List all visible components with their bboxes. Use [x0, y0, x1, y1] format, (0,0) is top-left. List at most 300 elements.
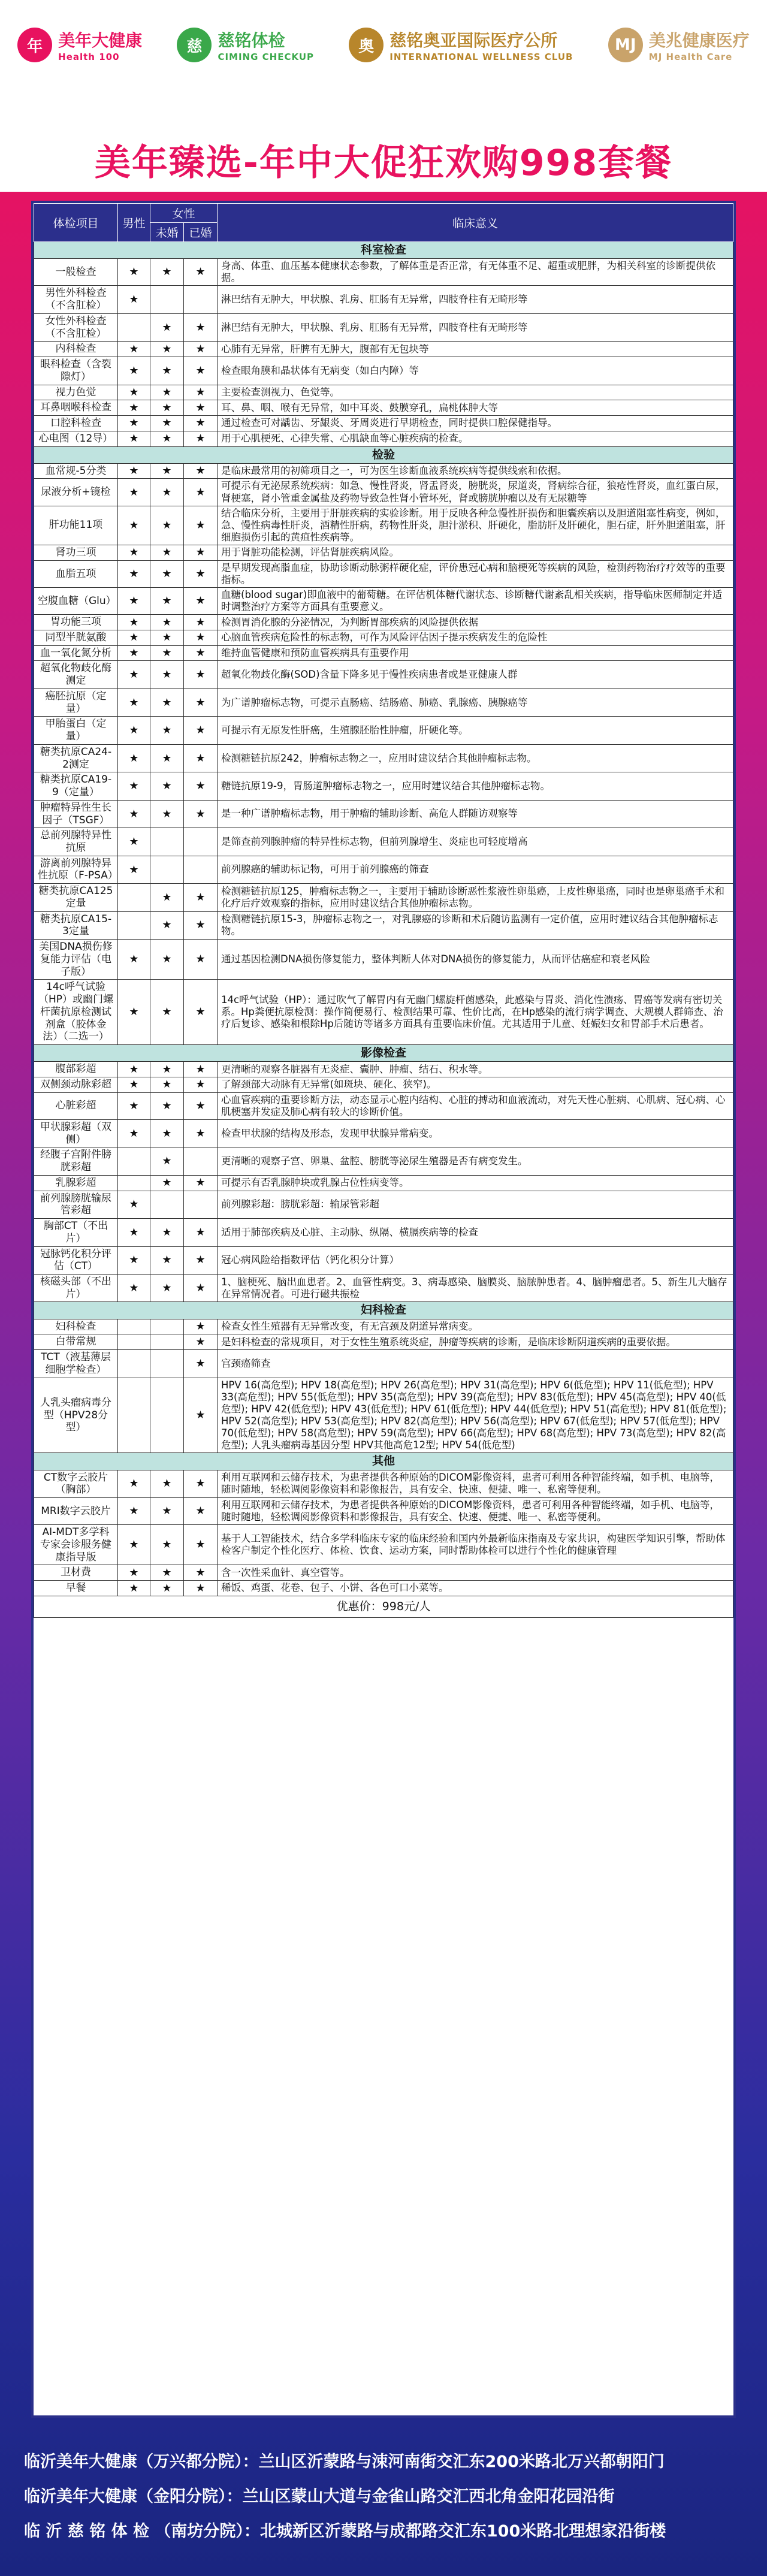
section-row	[34, 1302, 733, 1319]
brand-logo	[608, 28, 750, 62]
included-star-icon: ★	[184, 1334, 218, 1350]
table-row	[34, 588, 733, 615]
included-star-icon: ★	[184, 342, 218, 357]
included-star-icon: ★	[118, 416, 150, 431]
included-star-icon: ★	[184, 717, 218, 744]
included-star-icon: ★	[150, 1119, 184, 1147]
table-row	[34, 856, 733, 883]
included-star-icon: ★	[150, 560, 184, 587]
included-star-icon: ★	[118, 1497, 150, 1524]
included-star-icon: ★	[184, 772, 218, 800]
clinical-meaning: 了解颈部大动脉有无异常(如斑块、硬化、狭窄)。	[218, 1077, 733, 1092]
empty-cell	[184, 1191, 218, 1218]
clinical-meaning: 稀饭、鸡蛋、花卷、包子、小饼、各色可口小菜等。	[218, 1581, 733, 1596]
exam-item: 血一氧化氮分析	[34, 645, 118, 661]
table-row	[34, 661, 733, 688]
clinical-meaning: 检测糖链抗原15-3，肿瘤标志物之一，对乳腺癌的诊断和术后随访监测有一定价值，应用时建议结合其他肿瘤标志物。	[218, 911, 733, 939]
header-male: 男性	[118, 204, 150, 242]
included-star-icon: ★	[150, 1062, 184, 1077]
clinical-meaning: 1、脑梗死、脑出血患者。2、血管性病变。3、病毒感染、脑膜炎、脑脓肿患者。4、脑肿瘤患者。5、新生儿大脑存在异常情况者。可进行磁共振检	[218, 1275, 733, 1302]
included-star-icon: ★	[118, 400, 150, 416]
exam-item: 早餐	[34, 1581, 118, 1596]
included-star-icon: ★	[184, 1246, 218, 1274]
included-star-icon: ★	[184, 911, 218, 939]
branch-address: 临沂美年大健康（金阳分院）：兰山区蒙山大道与金雀山路交汇西北角金阳花园沿街	[24, 2487, 615, 2506]
empty-cell	[184, 1147, 218, 1175]
included-star-icon: ★	[118, 1470, 150, 1497]
table-row	[34, 1565, 733, 1581]
included-star-icon: ★	[118, 661, 150, 688]
table-row	[34, 479, 733, 506]
empty-cell	[150, 1319, 184, 1334]
logo-mark-icon: 年	[17, 28, 52, 62]
logo-name: 美兆健康医疗	[648, 31, 750, 50]
table-row	[34, 463, 733, 479]
clinical-meaning: 身高、体重、血压基本健康状态参数，了解体重是否正常，有无体重不足、超重或肥胖，为相关科室的诊断提供依据。	[218, 259, 733, 286]
table-row	[34, 688, 733, 716]
included-star-icon: ★	[118, 772, 150, 800]
table-row	[34, 1378, 733, 1453]
table-row	[34, 1246, 733, 1274]
included-star-icon: ★	[150, 313, 184, 341]
clinical-meaning: 淋巴结有无肿大，甲状腺、乳房、肛肠有无异常，四肢脊柱有无畸形等	[218, 286, 733, 313]
included-star-icon: ★	[118, 744, 150, 772]
clinical-meaning: 利用互联网和云储存技术，为患者提供各种原始的DICOM影像资料，患者可利用各种智能终端，如手机、电脑等，随时随地，轻松调阅影像资料和影像报告，具有安全、快速、便捷、唯一、私密等便利。	[218, 1497, 733, 1524]
exam-item: 美国DNA损伤修复能力评估（电子版）	[34, 940, 118, 980]
included-star-icon: ★	[118, 688, 150, 716]
brand-logo	[349, 28, 573, 62]
exam-item: 总前列腺特异性抗原	[34, 828, 118, 856]
exam-item: 肿瘤特异性生长因子（TSGF）	[34, 800, 118, 828]
included-star-icon: ★	[150, 357, 184, 385]
clinical-meaning: 基于人工智能技术，结合多学科临床专家的临床经验和国内外最新临床指南及专家共识，构建医学知识引擎，帮助体检客户制定个性化医疗、体检、饮食、运动方案，同时帮助体检可以进行个性化的健康管理	[218, 1525, 733, 1565]
package-table	[34, 203, 733, 1618]
empty-cell	[150, 1350, 184, 1378]
included-star-icon: ★	[184, 1119, 218, 1147]
clinical-meaning: 超氧化物歧化酶(SOD)含量下降多见于慢性疾病患者或是亚健康人群	[218, 661, 733, 688]
included-star-icon: ★	[150, 688, 184, 716]
empty-cell	[150, 1378, 184, 1453]
included-star-icon: ★	[150, 431, 184, 446]
included-star-icon: ★	[184, 431, 218, 446]
table-row	[34, 940, 733, 980]
exam-item: 胸部CT（不出片）	[34, 1219, 118, 1246]
included-star-icon: ★	[118, 1525, 150, 1565]
exam-item: AI-MDT多学科专家会诊服务健康指导版	[34, 1525, 118, 1565]
table-row	[34, 545, 733, 561]
included-star-icon: ★	[118, 1119, 150, 1147]
included-star-icon: ★	[184, 940, 218, 980]
exam-item: 经腹子宫附件膀胱彩超	[34, 1147, 118, 1175]
included-star-icon: ★	[184, 1175, 218, 1191]
exam-item: 心脏彩超	[34, 1092, 118, 1119]
clinical-meaning: 利用互联网和云储存技术，为患者提供各种原始的DICOM影像资料，患者可利用各种智能终端，如手机、电脑等，随时随地，轻松调阅影像资料和影像报告，具有安全、快速、便捷、唯一、私密等便利。	[218, 1470, 733, 1497]
clinical-meaning: 检测糖链抗原125，肿瘤标志物之一，主要用于辅助诊断恶性浆液性卵巢癌，上皮性卵巢癌，同时也是卵巢癌手术和化疗后疗效观察的指标，应用时建议结合其他肿瘤标志物。	[218, 884, 733, 911]
included-star-icon: ★	[184, 688, 218, 716]
included-star-icon: ★	[184, 630, 218, 646]
table-row	[34, 1077, 733, 1092]
exam-item: 肝功能11项	[34, 506, 118, 545]
exam-item: 冠脉钙化积分评估（CT）	[34, 1246, 118, 1274]
table-row	[34, 1062, 733, 1077]
included-star-icon: ★	[150, 479, 184, 506]
included-star-icon: ★	[184, 744, 218, 772]
table-row	[34, 615, 733, 630]
included-star-icon: ★	[118, 545, 150, 561]
clinical-meaning: 适用于肺部疾病及心脏、主动脉、纵隔、横膈疾病等的检查	[218, 1219, 733, 1246]
included-star-icon: ★	[118, 645, 150, 661]
clinical-meaning: 可提示有无泌尿系统疾病：如急、慢性肾炎，肾盂肾炎，膀胱炎，尿道炎，肾病综合征，狼疮性肾炎，血红蛋白尿，肾梗塞，肾小管重金属盐及药物导致急性肾小管坏死，肾或膀胱肿瘤以及有无尿糖等	[218, 479, 733, 506]
included-star-icon: ★	[118, 800, 150, 828]
clinical-meaning: 是临床最常用的初筛项目之一，可为医生诊断血液系统疾病等提供线索和依据。	[218, 463, 733, 479]
exam-item: 血常规-5分类	[34, 463, 118, 479]
exam-item: 同型半胱氨酸	[34, 630, 118, 646]
table-row	[34, 772, 733, 800]
table-row	[34, 1175, 733, 1191]
included-star-icon: ★	[118, 1191, 150, 1218]
clinical-meaning: 通过检查可对龋齿、牙龈炎、牙周炎进行早期检查，同时提供口腔保健指导。	[218, 416, 733, 431]
table-row	[34, 828, 733, 856]
section-row	[34, 1453, 733, 1470]
logo-name: 美年大健康	[58, 31, 143, 50]
exam-item: 视力色觉	[34, 385, 118, 400]
included-star-icon: ★	[184, 1525, 218, 1565]
clinical-meaning: 心肺有无异常，肝脾有无肿大，腹部有无包块等	[218, 342, 733, 357]
included-star-icon: ★	[118, 259, 150, 286]
clinical-meaning: 是早期发现高脂血症，协助诊断动脉粥样硬化症，评价患冠心病和脑梗死等疾病的风险，检测药物治疗疗效等的重要指标。	[218, 560, 733, 587]
table-row	[34, 385, 733, 400]
exam-item: 耳鼻咽喉科检查	[34, 400, 118, 416]
logo-mark-icon: 慈	[177, 28, 212, 62]
exam-item: 14c呼气试验（HP）或幽门螺杆菌抗原检测试剂盒（胶体金法）（二选一）	[34, 980, 118, 1045]
exam-item: 腹部彩超	[34, 1062, 118, 1077]
exam-item: 肾功三项	[34, 545, 118, 561]
included-star-icon: ★	[150, 717, 184, 744]
logo-mark-icon: 奥	[349, 28, 384, 62]
table-row	[34, 1350, 733, 1378]
exam-item: 卫材费	[34, 1565, 118, 1581]
clinical-meaning: 前列腺彩超：膀胱彩超：输尿管彩超	[218, 1191, 733, 1218]
empty-cell	[184, 286, 218, 313]
exam-item: 甲胎蛋白（定量）	[34, 717, 118, 744]
table-row	[34, 630, 733, 646]
clinical-meaning: 结合临床分析，主要用于肝脏疾病的实验诊断。用于反映各种急慢性肝损伤和胆囊疾病以及胆道阻塞性病变，例如，急、慢性病毒性肝炎，酒精性肝病，药物性肝炎，胆汁淤积、肝硬化，脂肪肝及肝硬化，胆石症，肝外胆道阻塞，肝细胞损伤引起的黄疸性疾病等。	[218, 506, 733, 545]
empty-cell	[150, 828, 184, 856]
empty-cell	[118, 884, 150, 911]
exam-item: MRI数字云胶片	[34, 1497, 118, 1524]
table-row	[34, 1319, 733, 1334]
included-star-icon: ★	[118, 1581, 150, 1596]
table-row	[34, 911, 733, 939]
included-star-icon: ★	[150, 800, 184, 828]
included-star-icon: ★	[118, 342, 150, 357]
included-star-icon: ★	[150, 259, 184, 286]
table-row	[34, 645, 733, 661]
included-star-icon: ★	[150, 545, 184, 561]
exam-item: 双侧颈动脉彩超	[34, 1077, 118, 1092]
exam-item: 血脂五项	[34, 560, 118, 587]
exam-item: 前列腺膀胱输尿管彩超	[34, 1191, 118, 1218]
clinical-meaning: 更清晰的观察子宫、卵巢、盆腔、膀胱等泌尿生殖器是否有病变发生。	[218, 1147, 733, 1175]
clinical-meaning: HPV 16(高危型); HPV 18(高危型); HPV 26(高危型); HPV 31(高危型); HPV 6(低危型); HPV 11(低危型); HPV 33(高危型); HPV 55(低危型); HPV 35(高危型); HPV 39(高危型); HPV 83(低危型); HPV 45(高危型); HPV 40(低危型); HPV 42(低危型); HPV 43(低危型); HPV 61(低危型); HPV 44(低危型); HPV 51(高危型); HPV 81(低危型); HPV 52(高危型); HPV 53(高危型); HPV 82(高危型); HPV 56(高危型); HPV 67(低危型); HPV 57(低危型); HPV 70(低危型); HPV 58(高危型); HPV 59(高危型); HPV 66(高危型); HPV 68(高危型); HPV 73(高危型); HPV 82(高危型); 人乳头瘤病毒基因分型 HPV其他高危12型; HPV 54(低危型)	[218, 1378, 733, 1453]
empty-cell	[150, 1334, 184, 1350]
header-female: 女性	[150, 204, 218, 223]
table-row	[34, 400, 733, 416]
section-title: 其他	[34, 1453, 733, 1470]
clinical-meaning: 14c呼气试验（HP）：通过吹气了解胃内有无幽门螺旋杆菌感染，此感染与胃炎、消化性溃疡、胃癌等发病有密切关系。Hp粪便抗原检测：操作简便易行、检测结果可靠、性价比高，在Hp感染的流行病学调查、大规模人群筛查、治疗后复诊、感染和根除Hp后随访等诸多方面具有重要临床价值。尤其适用于儿童、妊娠妇女和胃部手术后患者。	[218, 980, 733, 1045]
clinical-meaning: 用于肾脏功能检测，评估肾脏疾病风险。	[218, 545, 733, 561]
table-row	[34, 980, 733, 1045]
title-bar	[0, 135, 767, 192]
header-meaning: 临床意义	[218, 204, 733, 242]
included-star-icon: ★	[184, 385, 218, 400]
exam-item: 心电图（12导）	[34, 431, 118, 446]
clinical-meaning: 可提示有否乳腺肿块或乳腺占位性病变等。	[218, 1175, 733, 1191]
section-row	[34, 1045, 733, 1062]
clinical-meaning: 淋巴结有无肿大，甲状腺、乳房、肛肠有无异常，四肢脊柱有无畸形等	[218, 313, 733, 341]
included-star-icon: ★	[150, 980, 184, 1045]
empty-cell	[150, 856, 184, 883]
footer-addresses	[24, 2445, 755, 2549]
included-star-icon: ★	[150, 1470, 184, 1497]
table-row	[34, 259, 733, 286]
clinical-meaning: 主要检查测视力、色觉等。	[218, 385, 733, 400]
table-row	[34, 560, 733, 587]
exam-item: TCT（液基薄层细胞学检查）	[34, 1350, 118, 1378]
section-title: 检验	[34, 446, 733, 463]
included-star-icon: ★	[118, 1077, 150, 1092]
table-row	[34, 286, 733, 313]
included-star-icon: ★	[184, 313, 218, 341]
included-star-icon: ★	[150, 645, 184, 661]
table-body	[34, 242, 733, 1618]
included-star-icon: ★	[118, 479, 150, 506]
price-row	[34, 1596, 733, 1617]
included-star-icon: ★	[118, 1275, 150, 1302]
table-row	[34, 717, 733, 744]
included-star-icon: ★	[184, 1275, 218, 1302]
exam-item: 核磁头部（不出片）	[34, 1275, 118, 1302]
included-star-icon: ★	[184, 545, 218, 561]
table-row	[34, 1147, 733, 1175]
exam-item: 口腔科检查	[34, 416, 118, 431]
brand-logo	[17, 28, 142, 62]
included-star-icon: ★	[150, 911, 184, 939]
included-star-icon: ★	[184, 357, 218, 385]
clinical-meaning: 耳、鼻、咽、喉有无异常，如中耳炎、鼓膜穿孔，扁桃体肿大等	[218, 400, 733, 416]
exam-item: 内科检查	[34, 342, 118, 357]
included-star-icon: ★	[184, 645, 218, 661]
exam-item: 男性外科检查（不含肛检）	[34, 286, 118, 313]
included-star-icon: ★	[118, 588, 150, 615]
included-star-icon: ★	[118, 1062, 150, 1077]
included-star-icon: ★	[118, 615, 150, 630]
clinical-meaning: 血糖(blood sugar)即血液中的葡萄糖。在评估机体糖代谢状态、诊断糖代谢紊乱相关疾病，指导临床医师制定并适时调整治疗方案等方面具有重要意义。	[218, 588, 733, 615]
clinical-meaning: 通过基因检测DNA损伤修复能力，整体判断人体对DNA损伤的修复能力，从而评估癌症和衰老风险	[218, 940, 733, 980]
exam-item: 尿液分析+镜检	[34, 479, 118, 506]
included-star-icon: ★	[150, 463, 184, 479]
table-row	[34, 357, 733, 385]
section-title: 科室检查	[34, 242, 733, 259]
empty-cell	[118, 1319, 150, 1334]
table-row	[34, 1525, 733, 1565]
table-row	[34, 1334, 733, 1350]
included-star-icon: ★	[118, 940, 150, 980]
exam-item: 眼科检查（含裂隙灯）	[34, 357, 118, 385]
logo-subtitle: INTERNATIONAL WELLNESS CLUB	[389, 52, 573, 62]
included-star-icon: ★	[150, 884, 184, 911]
exam-item: 女性外科检查（不含肛检）	[34, 313, 118, 341]
included-star-icon: ★	[150, 385, 184, 400]
included-star-icon: ★	[184, 980, 218, 1045]
included-star-icon: ★	[184, 463, 218, 479]
logo-subtitle: MJ Health Care	[648, 52, 733, 62]
exam-item: 白带常规	[34, 1334, 118, 1350]
exam-item: 胃功能三项	[34, 615, 118, 630]
included-star-icon: ★	[184, 588, 218, 615]
page-title: 美年臻选-年中大促狂欢购998套餐	[94, 142, 673, 184]
table-row	[34, 1092, 733, 1119]
empty-cell	[118, 1334, 150, 1350]
table-row	[34, 431, 733, 446]
table-row	[34, 313, 733, 341]
included-star-icon: ★	[118, 630, 150, 646]
exam-item: 糖类抗原CA19-9（定量）	[34, 772, 118, 800]
price-label: 优惠价：998元/人	[34, 1596, 733, 1617]
clinical-meaning: 检查眼角膜和晶状体有无病变（如白内障）等	[218, 357, 733, 385]
included-star-icon: ★	[184, 1470, 218, 1497]
clinical-meaning: 检查甲状腺的结构及形态，发现甲状腺异常病变。	[218, 1119, 733, 1147]
empty-cell	[118, 1147, 150, 1175]
clinical-meaning: 检测糖链抗原242，肿瘤标志物之一，应用时建议结合其他肿瘤标志物。	[218, 744, 733, 772]
included-star-icon: ★	[150, 940, 184, 980]
empty-cell	[150, 1191, 184, 1218]
included-star-icon: ★	[184, 506, 218, 545]
included-star-icon: ★	[150, 1175, 184, 1191]
clinical-meaning: 是筛查前列腺肿瘤的特异性标志物，但前列腺增生、炎症也可轻度增高	[218, 828, 733, 856]
included-star-icon: ★	[184, 1565, 218, 1581]
included-star-icon: ★	[118, 980, 150, 1045]
table-row	[34, 1191, 733, 1218]
empty-cell	[118, 1378, 150, 1453]
included-star-icon: ★	[118, 1092, 150, 1119]
clinical-meaning: 为广谱肿瘤标志物，可提示直肠癌、结肠癌、肺癌、乳腺癌、胰腺癌等	[218, 688, 733, 716]
included-star-icon: ★	[184, 1219, 218, 1246]
clinical-meaning: 是一种广谱肿瘤标志物，用于肿瘤的辅助诊断、高危人群随访观察等	[218, 800, 733, 828]
table-row	[34, 506, 733, 545]
included-star-icon: ★	[118, 560, 150, 587]
clinical-meaning: 前列腺癌的辅助标记物，可用于前列腺癌的筛查	[218, 856, 733, 883]
exam-item: 甲状腺彩超（双侧）	[34, 1119, 118, 1147]
included-star-icon: ★	[150, 630, 184, 646]
table-row	[34, 744, 733, 772]
included-star-icon: ★	[118, 463, 150, 479]
section-title: 妇科检查	[34, 1302, 733, 1319]
clinical-meaning: 检查女性生殖器有无异常改变，有无宫颈及阴道异常病变。	[218, 1319, 733, 1334]
included-star-icon: ★	[150, 1092, 184, 1119]
logo-subtitle: Health 100	[58, 52, 120, 62]
exam-item: 空腹血糖（Glu）	[34, 588, 118, 615]
included-star-icon: ★	[118, 828, 150, 856]
table-row	[34, 1119, 733, 1147]
included-star-icon: ★	[118, 1246, 150, 1274]
clinical-meaning: 冠心病风险给指数评估（钙化积分计算）	[218, 1246, 733, 1274]
header	[0, 0, 767, 138]
empty-cell	[184, 828, 218, 856]
included-star-icon: ★	[184, 800, 218, 828]
header-married: 已婚	[184, 223, 218, 242]
included-star-icon: ★	[150, 342, 184, 357]
included-star-icon: ★	[184, 416, 218, 431]
clinical-meaning: 糖链抗原19-9，胃肠道肿瘤标志物之一，应用时建议结合其他肿瘤标志物。	[218, 772, 733, 800]
exam-item: 糖类抗原CA24-2测定	[34, 744, 118, 772]
clinical-meaning: 含一次性采血针、真空管等。	[218, 1565, 733, 1581]
included-star-icon: ★	[184, 259, 218, 286]
included-star-icon: ★	[184, 1581, 218, 1596]
included-star-icon: ★	[118, 286, 150, 313]
included-star-icon: ★	[150, 1147, 184, 1175]
empty-cell	[184, 856, 218, 883]
included-star-icon: ★	[184, 1077, 218, 1092]
empty-cell	[118, 313, 150, 341]
included-star-icon: ★	[118, 856, 150, 883]
included-star-icon: ★	[150, 615, 184, 630]
exam-item: 糖类抗原CA125定量	[34, 884, 118, 911]
included-star-icon: ★	[150, 661, 184, 688]
exam-item: 游离前列腺特异性抗原（F-PSA）	[34, 856, 118, 883]
included-star-icon: ★	[118, 1565, 150, 1581]
included-star-icon: ★	[118, 357, 150, 385]
included-star-icon: ★	[184, 615, 218, 630]
clinical-meaning: 心血管疾病的重要诊断方法，动态显示心腔内结构、心脏的搏动和血液流动，对先天性心脏病、心肌病、冠心病、心肌梗塞并发症及肺心病有较大的诊断价值。	[218, 1092, 733, 1119]
exam-item: 癌胚抗原（定量）	[34, 688, 118, 716]
header-item: 体检项目	[34, 204, 118, 242]
exam-item: CT数字云胶片（胸部）	[34, 1470, 118, 1497]
empty-cell	[118, 1175, 150, 1191]
logo-name: 慈铭奥亚国际医疗公所	[389, 31, 558, 50]
included-star-icon: ★	[150, 1497, 184, 1524]
logo-bar	[0, 0, 767, 90]
included-star-icon: ★	[150, 1275, 184, 1302]
included-star-icon: ★	[184, 884, 218, 911]
exam-item: 糖类抗原CA15-3定量	[34, 911, 118, 939]
clinical-meaning: 更清晰的观察各脏器有无炎症、囊肿、肿瘤、结石、积水等。	[218, 1062, 733, 1077]
included-star-icon: ★	[150, 1525, 184, 1565]
table-row	[34, 342, 733, 357]
brand-logo	[177, 28, 314, 62]
table-row	[34, 1275, 733, 1302]
empty-cell	[150, 286, 184, 313]
exam-item: 一般检查	[34, 259, 118, 286]
clinical-meaning: 可提示有无原发性肝癌，生殖腺胚胎性肿瘤，肝硬化等。	[218, 717, 733, 744]
included-star-icon: ★	[150, 588, 184, 615]
included-star-icon: ★	[184, 1378, 218, 1453]
branch-address: 临 沂 慈 铭 体 检 （南坊分院）：北城新区沂蒙路与成都路交汇东100米路北理想家沿街楼	[24, 2522, 666, 2541]
included-star-icon: ★	[184, 661, 218, 688]
clinical-meaning: 检测胃消化腺的分泌情况，为判断胃部疾病的风险提供依据	[218, 615, 733, 630]
included-star-icon: ★	[118, 431, 150, 446]
included-star-icon: ★	[150, 416, 184, 431]
clinical-meaning: 用于心肌梗死、心律失常、心肌缺血等心脏疾病的检查。	[218, 431, 733, 446]
exam-item: 超氧化物歧化酶测定	[34, 661, 118, 688]
table-row	[34, 1470, 733, 1497]
included-star-icon: ★	[150, 1077, 184, 1092]
section-row	[34, 446, 733, 463]
empty-cell	[118, 1350, 150, 1378]
exam-item: 人乳头瘤病毒分型（HPV28分型）	[34, 1378, 118, 1453]
included-star-icon: ★	[118, 506, 150, 545]
branch-address: 临沂美年大健康（万兴都分院）：兰山区沂蒙路与涑河南街交汇东200米路北万兴都朝阳门	[24, 2453, 665, 2471]
